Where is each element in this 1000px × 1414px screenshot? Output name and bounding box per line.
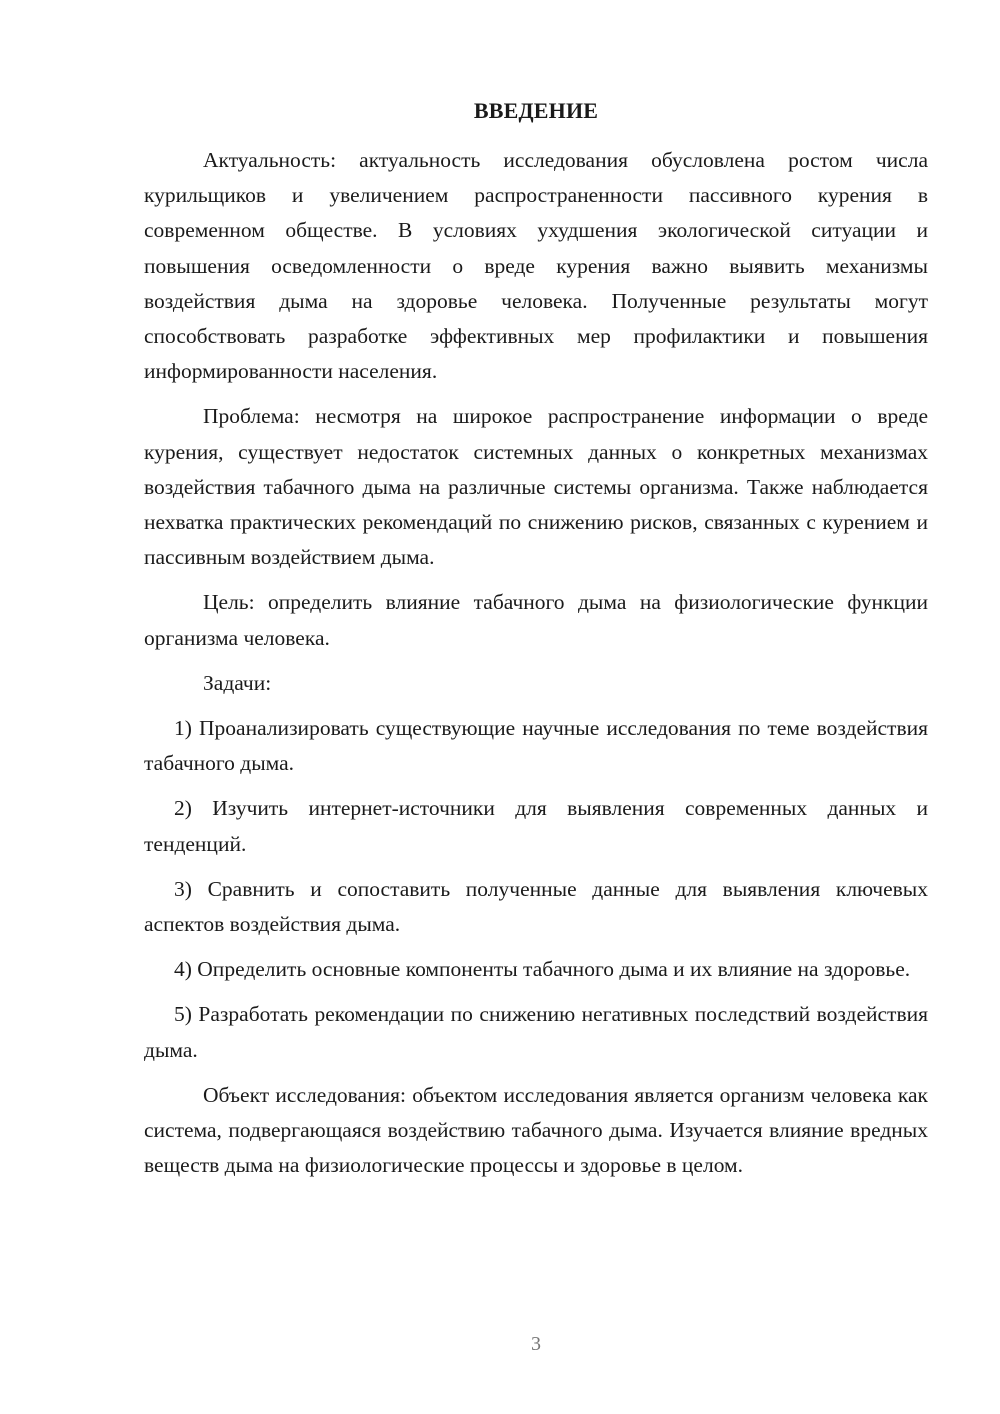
task-item-1: 1) Проанализировать существующие научные исследования по теме воздействия табачного дыма. (144, 716, 928, 776)
paragraph-relevance: Актуальность: актуальность исследования обусловлена ростом числа курильщиков и увеличением распространенности пассивного курения в современном обществе. В условиях ухудшения экологической ситуации и повышения осведомленности о вреде курения важно выявить механизмы воздействия дыма на здоровье человека. Полученные результаты могут способствовать разработке эффективных мер профилактики и повышения информированности населения. (144, 148, 928, 384)
page-number: 3 (531, 1333, 541, 1355)
tasks-label: Задачи: (203, 670, 272, 695)
task-item-4: 4) Определить основные компоненты табачного дыма и их влияние на здоровье. (174, 957, 911, 982)
task-item-5: 5) Разработать рекомендации по снижению негативных последствий воздействия дыма. (144, 1002, 928, 1062)
paragraph-problem: Проблема: несмотря на широкое распространение информации о вреде курения, существует недостаток системных данных о конкретных механизмах воздействия табачного дыма на различные системы организма. Также наблюдается нехватка практических рекомендаций по снижению рисков, связанных с курением и пассивным воздействием дыма. (144, 404, 928, 570)
paragraph-goal: Цель: определить влияние табачного дыма на физиологические функции организма человека. (144, 590, 928, 650)
task-item-2: 2) Изучить интернет-источники для выявления современных данных и тенденций. (144, 796, 928, 856)
document-page (144, 95, 928, 1193)
paragraph-object: Объект исследования: объектом исследования является организм человека как система, подвергающаяся воздействию табачного дыма. Изучается влияние вредных веществ дыма на физиологические процессы и здоровье в целом. (144, 1082, 928, 1178)
task-item-3: 3) Сравнить и сопоставить полученные данные для выявления ключевых аспектов воздействия дыма. (144, 876, 928, 937)
section-heading: ВВЕДЕНИЕ (473, 98, 599, 123)
